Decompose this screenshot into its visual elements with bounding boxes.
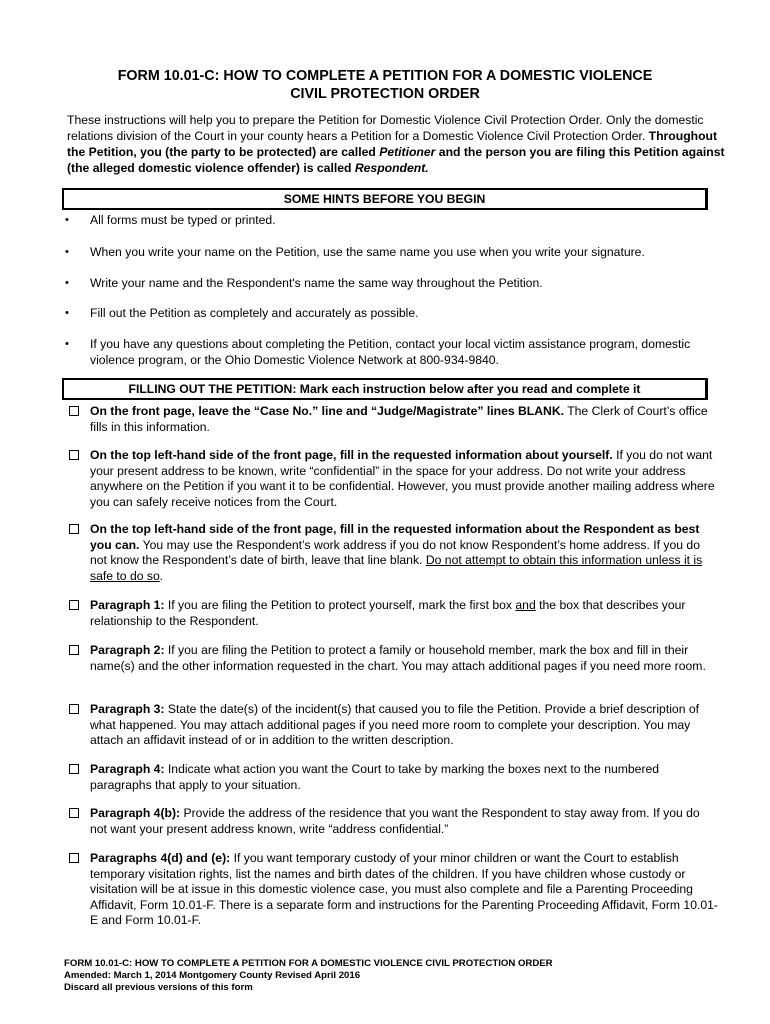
- instruction-text: On the front page, leave the “Case No.” line and “Judge/Magistrate” lines BLANK. The Clerk of Court’s office fills in this information.: [90, 404, 708, 434]
- title-line-1: FORM 10.01-C: HOW TO COMPLETE A PETITION FOR A DOMESTIC VIOLENCE: [117, 68, 653, 84]
- checkbox[interactable]: [69, 853, 79, 863]
- bullet-icon: •: [65, 277, 69, 289]
- instruction-text: Paragraphs 4(d) and (e): If you want temporary custody of your minor children or want the Court to establish temporary visitation rights, list the names and birth dates of the children. If you have children whose custody or visitation will be at issue in this domestic violence case, you must also complete and file a Parenting Proceeding Affidavit, Form 10.01-F. There is a separate form and instructions for the Parenting Proceeding Affidavit, Form 10.01-E and Form 10.01-F.: [90, 851, 718, 927]
- checkbox[interactable]: [69, 450, 79, 460]
- intro-paragraph: [67, 112, 727, 176]
- instruction-text: Paragraph 4(b): Provide the address of the residence that you want the Respondent to stay away from. If you do not want your present address known, write “address confidential.”: [90, 806, 700, 836]
- checkbox[interactable]: [69, 645, 79, 655]
- page-title: [60, 67, 710, 103]
- intro-bold-2: and the person you are filing this Petition against (the alleged domestic violence offender) is called: [67, 145, 725, 175]
- intro-plain: These instructions will help you to prepare the Petition for Domestic Violence Civil Protection Order. Only the domestic relations division of the Court in your county hears a Petition for a Domestic Violence Civil Protection Order.: [67, 113, 704, 143]
- page-footer: [64, 958, 724, 994]
- footer-amended: Amended: March 1, 2014 Montgomery County Revised April 2016: [64, 970, 361, 981]
- hint-text: All forms must be typed or printed.: [90, 213, 276, 227]
- footer-form-title: FORM 10.01-C: HOW TO COMPLETE A PETITION FOR A DOMESTIC VIOLENCE CIVIL PROTECTION ORDER: [64, 958, 553, 969]
- checkbox[interactable]: [69, 808, 79, 818]
- intro-respondent-term: Respondent.: [354, 161, 429, 175]
- hint-text: Fill out the Petition as completely and accurately as possible.: [90, 306, 419, 320]
- checkbox[interactable]: [69, 704, 79, 714]
- intro-petitioner-term: Petitioner: [379, 145, 436, 159]
- instruction-text: On the top left-hand side of the front page, fill in the requested information about the Respondent as best you can. You may use the Respondent’s work address if you do not know Respondent’s home address. If you do not know the Respondent’s date of birth, leave that line blank. Do not attempt to obtain this information unless it is safe to do so.: [90, 522, 703, 583]
- checkbox[interactable]: [69, 406, 79, 416]
- bullet-icon: •: [65, 214, 69, 226]
- hints-header: SOME HINTS BEFORE YOU BEGIN: [62, 188, 708, 210]
- hint-text: Write your name and the Respondent's name the same way throughout the Petition.: [90, 276, 543, 290]
- instruction-text: Paragraph 1: If you are filing the Petition to protect yourself, mark the first box and the box that describes your relationship to the Respondent.: [90, 598, 686, 628]
- hint-text: When you write your name on the Petition, use the same name you use when you write your signature.: [90, 245, 645, 259]
- instruction-text: Paragraph 2: If you are filing the Petition to protect a family or household member, mark the box and fill in their name(s) and the other information requested in the chart. You may attach additional pages if you need more room.: [90, 643, 706, 673]
- instruction-text: On the top left-hand side of the front page, fill in the requested information about yourself. If you do not want your present address to be known, write “confidential” in the space for your address. Do not write your address anywhere on the Petition if you want it to be confidential. However, you must provide another mailing address where you can safely receive notices from the Court.: [90, 448, 715, 509]
- filling-header: FILLING OUT THE PETITION: Mark each instruction below after you read and complete it: [62, 378, 708, 400]
- instruction-text: Paragraph 3: State the date(s) of the incident(s) that caused you to file the Petition. Provide a brief description of what happened. You may attach additional pages if you need more room to complete your description. You may attach an affidavit instead of or in addition to the written description.: [90, 702, 700, 747]
- hint-text: If you have any questions about completing the Petition, contact your local victim assistance program, domestic violence program, or the Ohio Domestic Violence Network at 800-934-9840.: [90, 337, 691, 367]
- bullet-icon: •: [65, 246, 69, 258]
- title-line-2: CIVIL PROTECTION ORDER: [290, 86, 480, 102]
- bullet-icon: •: [65, 338, 69, 350]
- checkbox[interactable]: [69, 524, 79, 534]
- instruction-text: Paragraph 4: Indicate what action you want the Court to take by marking the boxes next to the numbered paragraphs that apply to your situation.: [90, 762, 660, 792]
- bullet-icon: •: [65, 307, 69, 319]
- checkbox[interactable]: [69, 600, 79, 610]
- intro-bold-1: Throughout the Petition, you (the party to be protected) are called: [67, 129, 718, 159]
- footer-discard-notice: Discard all previous versions of this form: [64, 982, 253, 993]
- checkbox[interactable]: [69, 764, 79, 774]
